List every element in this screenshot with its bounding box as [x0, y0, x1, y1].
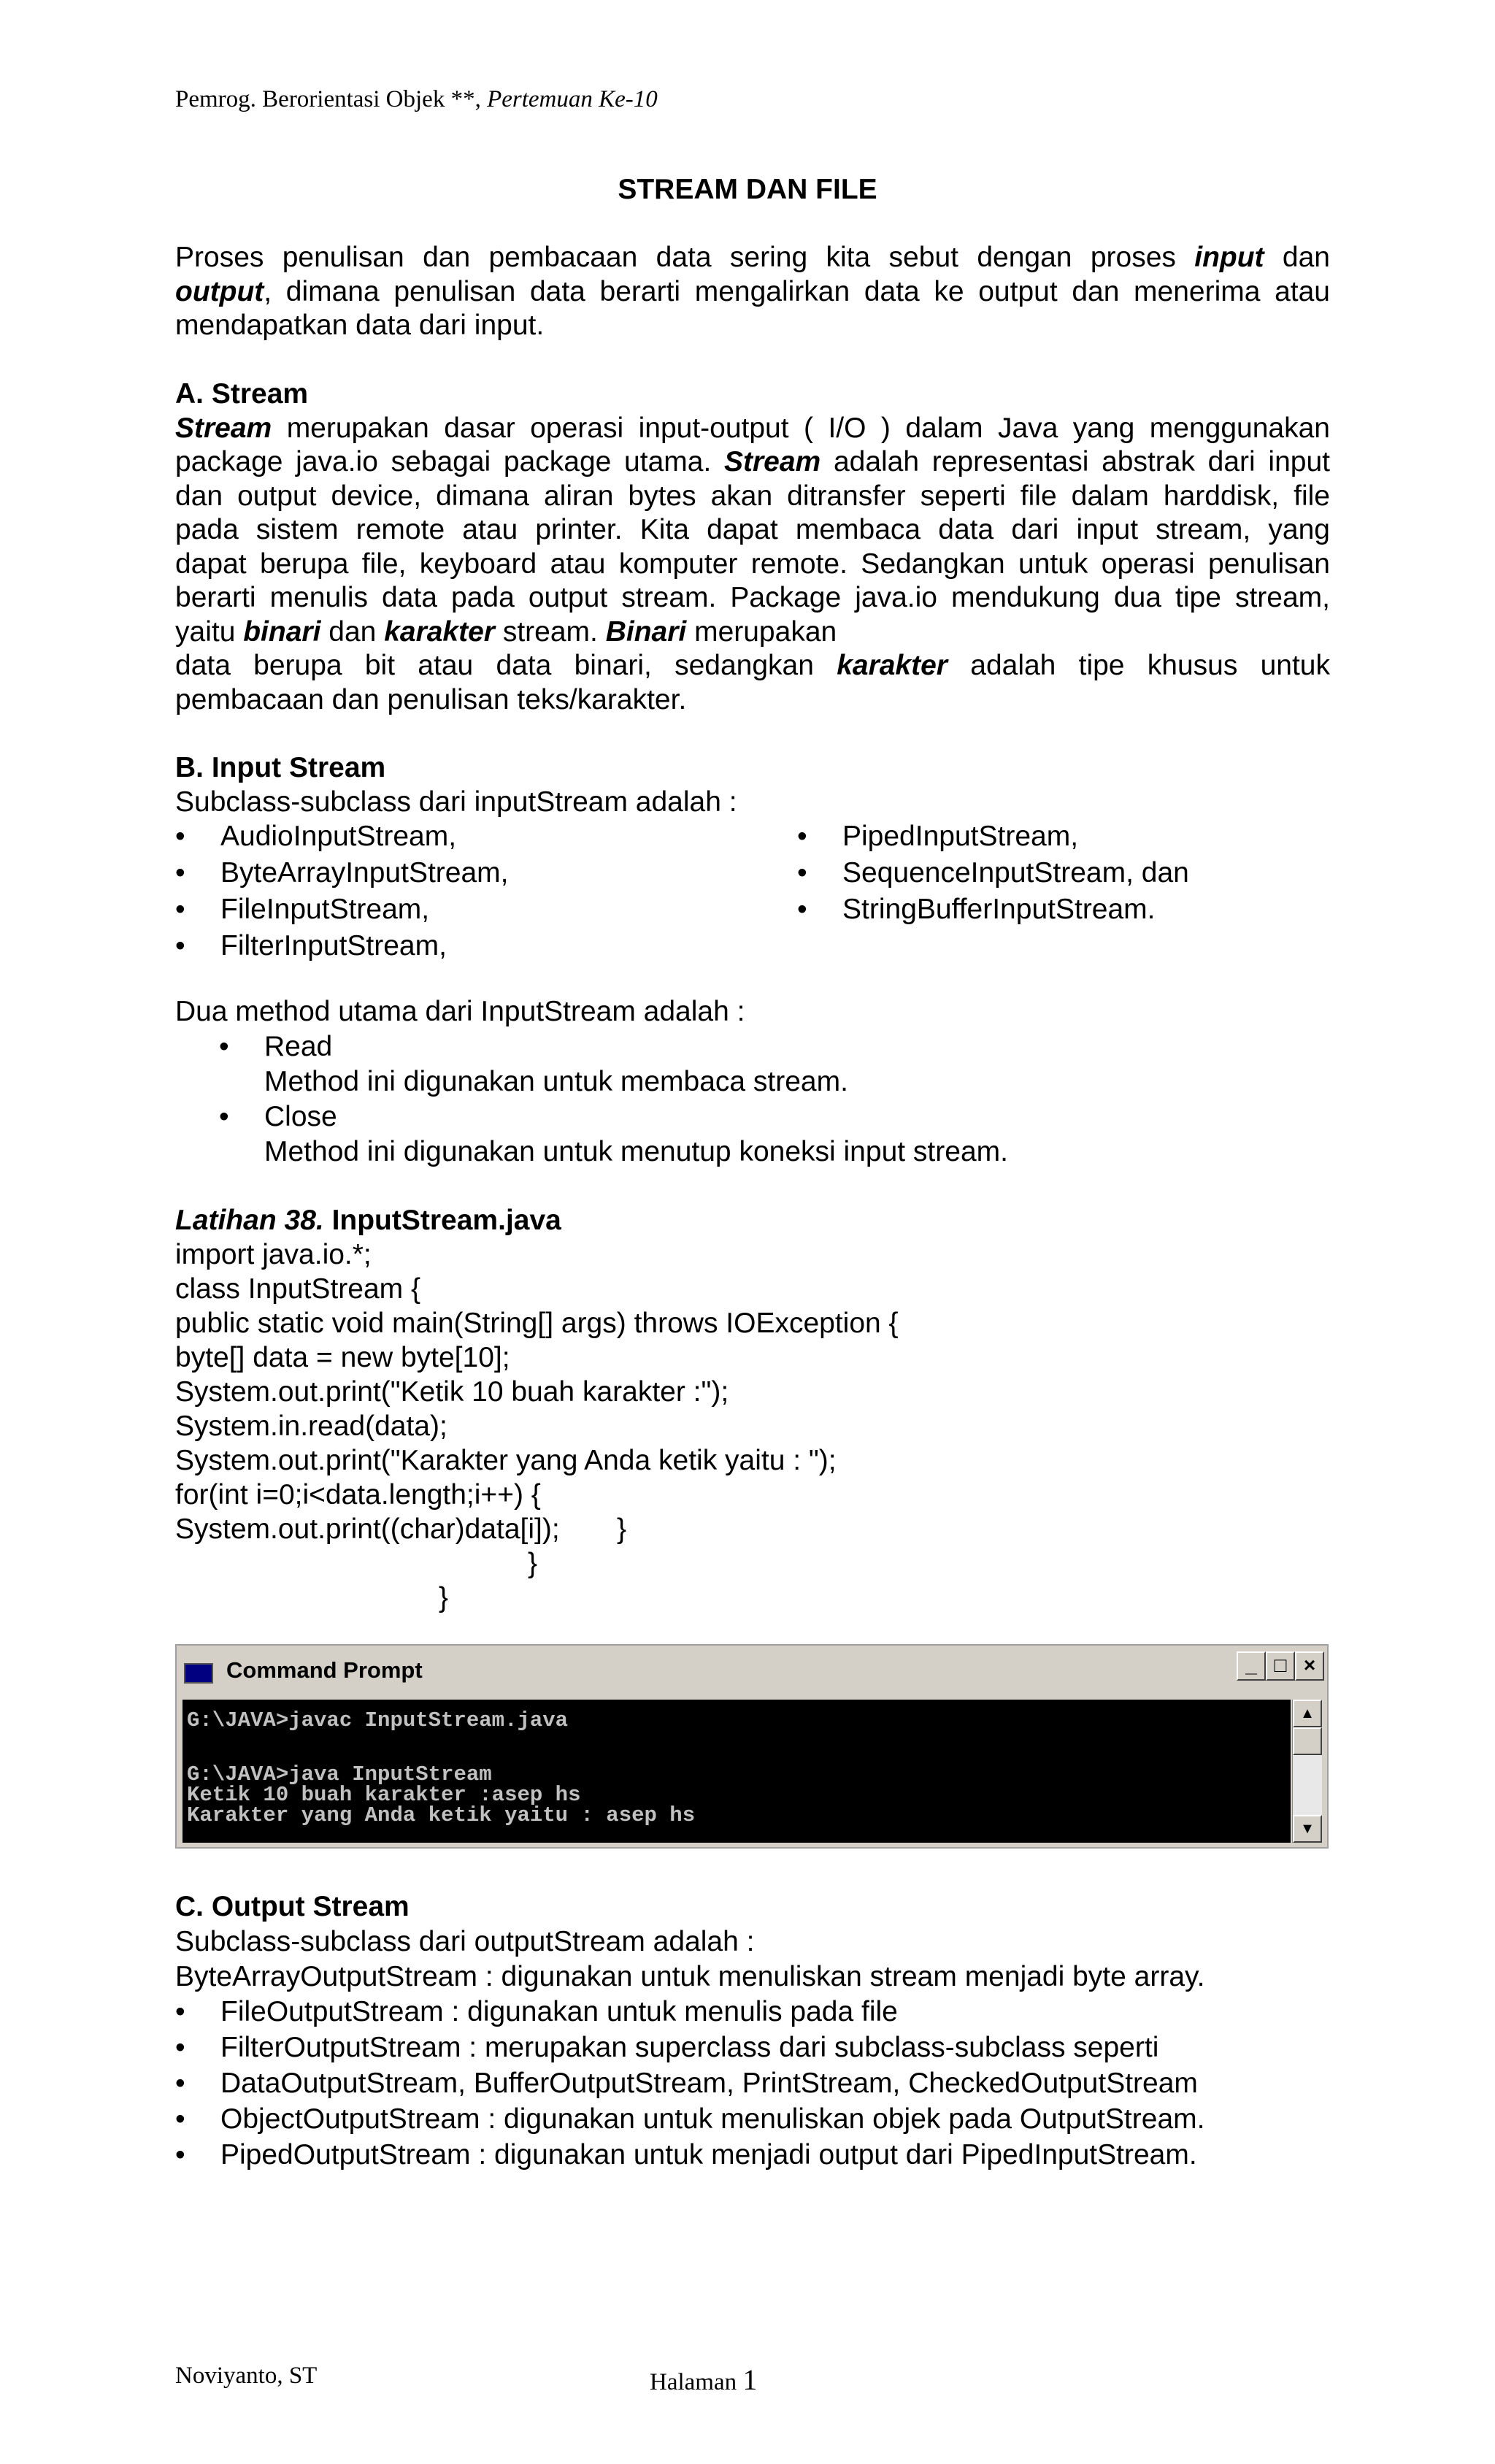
section-a-line-3: dan output device, dimana aliran bytes akan ditransfer seperti file dalam harddisk, file	[175, 480, 1330, 512]
list-item: • PipedInputStream,	[797, 821, 1079, 852]
code-line: System.out.print("Karakter yang Anda ketik yaitu : ");	[175, 1445, 837, 1476]
console-output	[182, 1700, 1291, 1843]
section-a	[175, 377, 1330, 717]
command-prompt-window	[175, 1644, 1329, 1849]
console-line: Karakter yang Anda ketik yaitu : asep hs	[187, 1803, 696, 1827]
section-a-line-6: berarti menulis data pada output stream. Package java.io mendukung dua tipe stream,	[175, 582, 1330, 613]
list-item: • SequenceInputStream, dan	[797, 857, 1189, 889]
footer-author: Noviyanto, ST	[175, 2363, 318, 2389]
intro-line-2: output, dimana penulisan data berarti mengalirkan data ke output dan menerima atau	[175, 275, 1330, 307]
list-item: • Read	[219, 1031, 333, 1062]
section-c-intro: Subclass-subclass dari outputStream adalah :	[175, 1926, 755, 1957]
console-icon	[184, 1663, 213, 1684]
method-description: Method ini digunakan untuk menutup koneksi input stream.	[264, 1136, 1008, 1167]
section-b-heading: B. Input Stream	[175, 752, 386, 783]
code-line: System.out.print("Ketik 10 buah karakter :");	[175, 1376, 729, 1408]
section-b-intro: Subclass-subclass dari inputStream adalah :	[175, 786, 737, 818]
list-item: • DataOutputStream, BufferOutputStream, PrintStream, CheckedOutputStream	[175, 2068, 1198, 2099]
minimize-button[interactable]: _	[1237, 1651, 1266, 1681]
window-title: Command Prompt	[226, 1657, 423, 1683]
section-a-line-1: Stream merupakan dasar operasi input-output ( I/O ) dalam Java yang menggunakan	[175, 412, 1330, 444]
list-item: • ObjectOutputStream : digunakan untuk menuliskan objek pada OutputStream.	[175, 2103, 1205, 2135]
section-a-heading: A. Stream	[175, 378, 309, 410]
section-c-heading: C. Output Stream	[175, 1891, 410, 1922]
page-label: Halaman	[650, 2369, 737, 2395]
scroll-thumb[interactable]	[1293, 1727, 1322, 1755]
course-name: Pemrog. Berorientasi Objek **,	[175, 86, 481, 112]
list-item: • ByteArrayInputStream,	[175, 857, 509, 889]
code-line: byte[] data = new byte[10];	[175, 1342, 510, 1373]
maximize-button[interactable]: □	[1266, 1651, 1295, 1681]
list-item: • Close	[219, 1101, 337, 1132]
section-b	[175, 751, 1330, 819]
list-item: • StringBufferInputStream.	[797, 894, 1156, 925]
list-item: • AudioInputStream,	[175, 821, 457, 852]
vertical-scrollbar[interactable]	[1292, 1700, 1322, 1843]
scroll-down-icon[interactable]: ▼	[1293, 1815, 1322, 1843]
code-line: System.out.print((char)data[i]);	[175, 1513, 560, 1545]
section-a-line-7: yaitu binari dan karakter stream. Binari merupakan	[175, 615, 837, 648]
session-label: Pertemuan Ke-10	[487, 86, 658, 112]
list-item: • FileInputStream,	[175, 894, 430, 925]
methods-intro: Dua method utama dari InputStream adalah :	[175, 996, 745, 1027]
console-line: Ketik 10 buah karakter :asep hs	[187, 1783, 581, 1807]
exercise-heading: Latihan 38. InputStream.java	[175, 1205, 561, 1236]
section-c-intro-2: ByteArrayOutputStream : digunakan untuk menuliskan stream menjadi byte array.	[175, 1961, 1205, 1992]
code-line: System.in.read(data);	[175, 1411, 447, 1442]
code-line: }	[528, 1548, 538, 1579]
page-title: STREAM DAN FILE	[618, 174, 877, 205]
section-a-line-9: pembacaan dan penulisan teks/karakter.	[175, 683, 687, 715]
footer-page	[650, 2363, 757, 2397]
list-item: • FilterOutputStream : merupakan superclass dari subclass-subclass seperti	[175, 2032, 1159, 2063]
scroll-up-icon[interactable]: ▲	[1293, 1700, 1322, 1727]
section-a-line-8: data berupa bit atau data binari, sedangkan karakter adalah tipe khusus untuk	[175, 650, 1330, 681]
code-line: public static void main(String[] args) throws IOException {	[175, 1308, 899, 1339]
code-line: class InputStream {	[175, 1273, 420, 1305]
code-line: for(int i=0;i<data.length;i++) {	[175, 1479, 541, 1511]
intro-paragraph	[175, 241, 1330, 343]
running-header	[175, 86, 658, 113]
section-a-line-2: package java.io sebagai package utama. Stream adalah representasi abstrak dari input	[175, 446, 1330, 477]
console-line: G:\JAVA>javac InputStream.java	[187, 1708, 569, 1732]
code-line: import java.io.*;	[175, 1239, 372, 1270]
intro-line-3: mendapatkan data dari input.	[175, 310, 545, 341]
list-item: • PipedOutputStream : digunakan untuk menjadi output dari PipedInputStream.	[175, 2139, 1197, 2171]
page-number: 1	[742, 2363, 758, 2396]
intro-line-1: Proses penulisan dan pembacaan data sering kita sebut dengan proses input dan	[175, 242, 1330, 273]
list-item: • FilterInputStream,	[175, 930, 447, 962]
console-line: G:\JAVA>java InputStream	[187, 1762, 492, 1786]
method-description: Method ini digunakan untuk membaca stream.	[264, 1066, 848, 1097]
section-a-line-4: pada sistem remote atau printer. Kita dapat membaca data dari input stream, yang	[175, 514, 1330, 545]
list-item: • FileOutputStream : digunakan untuk menulis pada file	[175, 1996, 898, 2027]
section-a-line-5: dapat berupa file, keyboard atau komputer remote. Sedangkan untuk operasi penulisan	[175, 548, 1330, 580]
close-button[interactable]: ×	[1295, 1651, 1324, 1681]
code-line: }	[439, 1582, 449, 1613]
code-line: }	[617, 1513, 627, 1545]
